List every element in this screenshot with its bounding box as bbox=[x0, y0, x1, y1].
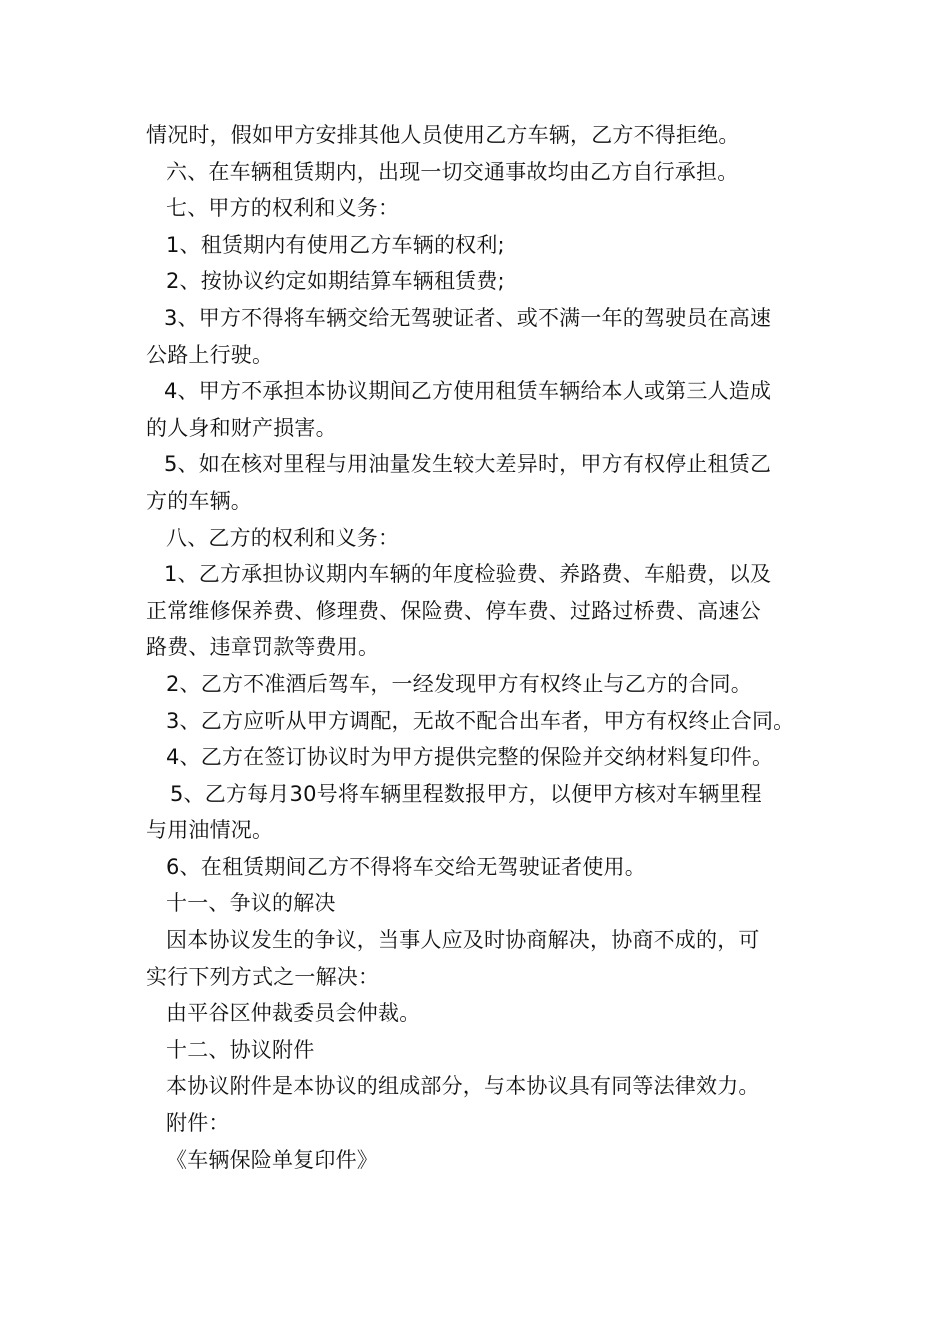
section-heading: 十一、争议的解决 bbox=[166, 891, 336, 916]
paragraph-line: 附件： bbox=[166, 1111, 230, 1136]
paragraph-line: 1、租赁期内有使用乙方车辆的权利; bbox=[166, 232, 505, 257]
paragraph-line: 公路上行驶。 bbox=[146, 342, 274, 367]
paragraph-line: 由平谷区仲裁委员会仲裁。 bbox=[166, 1001, 421, 1026]
paragraph-line: 本协议附件是本协议的组成部分，与本协议具有同等法律效力。 bbox=[166, 1074, 760, 1099]
paragraph-line: 4、乙方在签订协议时为甲方提供完整的保险并交纳材料复印件。 bbox=[166, 745, 774, 770]
paragraph-line: 正常维修保养费、修理费、保险费、停车费、过路过桥费、高速公 bbox=[146, 598, 761, 623]
paragraph-line: 八、乙方的权利和义务： bbox=[166, 525, 400, 550]
paragraph-line: 情况时，假如甲方安排其他人员使用乙方车辆，乙方不得拒绝。 bbox=[146, 123, 740, 147]
paragraph-line: 3、乙方应听从甲方调配，无故不配合出车者，甲方有权终止合同。 bbox=[166, 708, 795, 733]
section-heading: 十二、协议附件 bbox=[166, 1037, 315, 1062]
paragraph-line: 2、按协议约定如期结算车辆租赁费; bbox=[166, 269, 505, 294]
paragraph-line: 1、乙方承担协议期内车辆的年度检验费、养路费、车船费，以及 bbox=[164, 562, 772, 587]
paragraph-line: 的人身和财产损害。 bbox=[146, 415, 337, 440]
paragraph-line: 与用油情况。 bbox=[146, 818, 274, 843]
paragraph-line: 路费、违章罚款等费用。 bbox=[146, 635, 380, 660]
paragraph-line: 4、甲方不承担本协议期间乙方使用租赁车辆给本人或第三人造成 bbox=[164, 379, 772, 404]
paragraph-line: 2、乙方不准酒后驾车，一经发现甲方有权终止与乙方的合同。 bbox=[166, 671, 752, 696]
paragraph-line: 5、乙方每月30号将车辆里程数报甲方，以便甲方核对车辆里程 bbox=[170, 781, 762, 806]
paragraph-line: 6、在租赁期间乙方不得将车交给无驾驶证者使用。 bbox=[166, 854, 646, 879]
paragraph-line: 方的车辆。 bbox=[146, 488, 252, 513]
document-body bbox=[146, 117, 822, 1178]
paragraph-line: 实行下列方式之一解决： bbox=[146, 964, 380, 989]
paragraph-line: 《车辆保险单复印件》 bbox=[166, 1147, 378, 1172]
paragraph-line: 因本协议发生的争议，当事人应及时协商解决，协商不成的，可 bbox=[166, 928, 760, 953]
paragraph-line: 3、甲方不得将车辆交给无驾驶证者、或不满一年的驾驶员在高速 bbox=[164, 305, 772, 330]
paragraph-line: 5、如在核对里程与用油量发生较大差异时，甲方有权停止租赁乙 bbox=[164, 452, 772, 477]
paragraph-line: 六、在车辆租赁期内，出现一切交通事故均由乙方自行承担。 bbox=[166, 159, 739, 184]
paragraph-line: 七、甲方的权利和义务： bbox=[166, 196, 400, 221]
